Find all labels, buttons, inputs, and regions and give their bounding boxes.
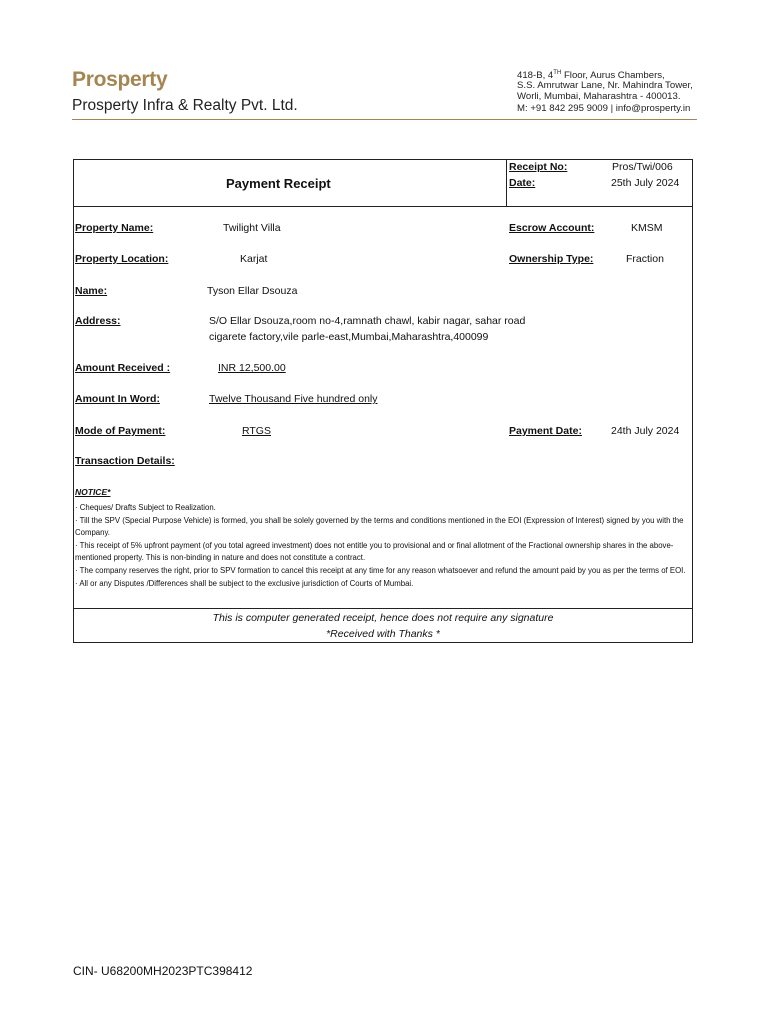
- address-line-1: 418-B, 4TH Floor, Aurus Chambers,: [517, 70, 665, 82]
- title-row-divider: [73, 206, 693, 207]
- notice-list: [75, 502, 690, 590]
- mode-label: Mode of Payment:: [75, 425, 166, 437]
- date-value: 25th July 2024: [611, 177, 680, 189]
- amount-words-label: Amount In Word:: [75, 393, 160, 405]
- amount-words-value: Twelve Thousand Five hundred only: [209, 393, 378, 405]
- location-label: Property Location:: [75, 253, 169, 265]
- company-name: Prosperty Infra & Realty Pvt. Ltd.: [72, 97, 298, 114]
- location-value: Karjat: [240, 253, 268, 265]
- transaction-details-label: Transaction Details:: [75, 455, 175, 467]
- header-divider: [72, 119, 697, 120]
- notice-item: · Till the SPV (Special Purpose Vehicle) is formed, you shall be solely governed by the terms and conditions mentioned in the EOI (Expression of Interest) signed by you with the Company.: [75, 515, 684, 538]
- amount-value: INR 12,500.00: [218, 362, 286, 374]
- notice-item: · The company reserves the right, prior to SPV formation to cancel this receipt at any time for any reason whatsoever and refund the amount paid by you as per the terms of EOI.: [75, 565, 686, 575]
- cin-number: CIN- U68200MH2023PTC398412: [73, 964, 253, 978]
- brand-logo: Prosperty: [72, 68, 168, 91]
- receipt-title: Payment Receipt: [226, 176, 331, 191]
- received-with-thanks: *Received with Thanks *: [326, 628, 440, 640]
- payment-date-label: Payment Date:: [509, 425, 582, 437]
- contact-line: M: +91 842 295 9009 | info@prosperty.in: [517, 103, 691, 114]
- address-label: Address:: [75, 315, 121, 327]
- receipt-no-label: Receipt No:: [509, 161, 568, 173]
- ownership-label: Ownership Type:: [509, 253, 594, 265]
- address-line-3: Worli, Mumbai, Maharashtra - 400013.: [517, 91, 681, 102]
- notice-item: · Cheques/ Drafts Subject to Realization.: [75, 503, 216, 512]
- address-value-line-1: S/O Ellar Dsouza,room no-4,ramnath chawl, kabir nagar, sahar road: [209, 315, 526, 327]
- amount-label: Amount Received :: [75, 362, 171, 374]
- date-label: Date:: [509, 177, 536, 189]
- name-value: Tyson Ellar Dsouza: [207, 285, 298, 297]
- notice-item: · All or any Disputes /Differences shall be subject to the exclusive jurisdiction of Courts of Mumbai.: [75, 578, 414, 588]
- ownership-value: Fraction: [626, 253, 664, 265]
- address-value-line-2: cigarete factory,vile parle-east,Mumbai,Maharashtra,400099: [209, 331, 489, 343]
- notice-title: NOTICE*: [75, 487, 111, 497]
- address-line-2: S.S. Amrutwar Lane, Nr. Mahindra Tower,: [517, 80, 693, 91]
- name-label: Name:: [75, 285, 108, 297]
- payment-date-value: 24th July 2024: [611, 425, 680, 437]
- escrow-value: KMSM: [631, 222, 663, 234]
- title-row-vertical-divider: [506, 159, 507, 206]
- computer-generated-note: This is computer generated receipt, hence does not require any signature: [212, 612, 554, 624]
- receipt-no-value: Pros/Twi/006: [612, 161, 673, 173]
- property-name-value: Twilight Villa: [223, 222, 281, 234]
- notice-item: · This receipt of 5% upfront payment (of you total agreed investment) does not entitle you to provisional and or final allotment of the Fractional ownership shares in the above-mentioned property. This is non-binding in nature and does not constitute a contract.: [75, 540, 674, 563]
- mode-value: RTGS: [242, 425, 271, 437]
- footer-divider: [73, 608, 693, 609]
- property-name-label: Property Name:: [75, 222, 154, 234]
- escrow-label: Escrow Account:: [509, 222, 595, 234]
